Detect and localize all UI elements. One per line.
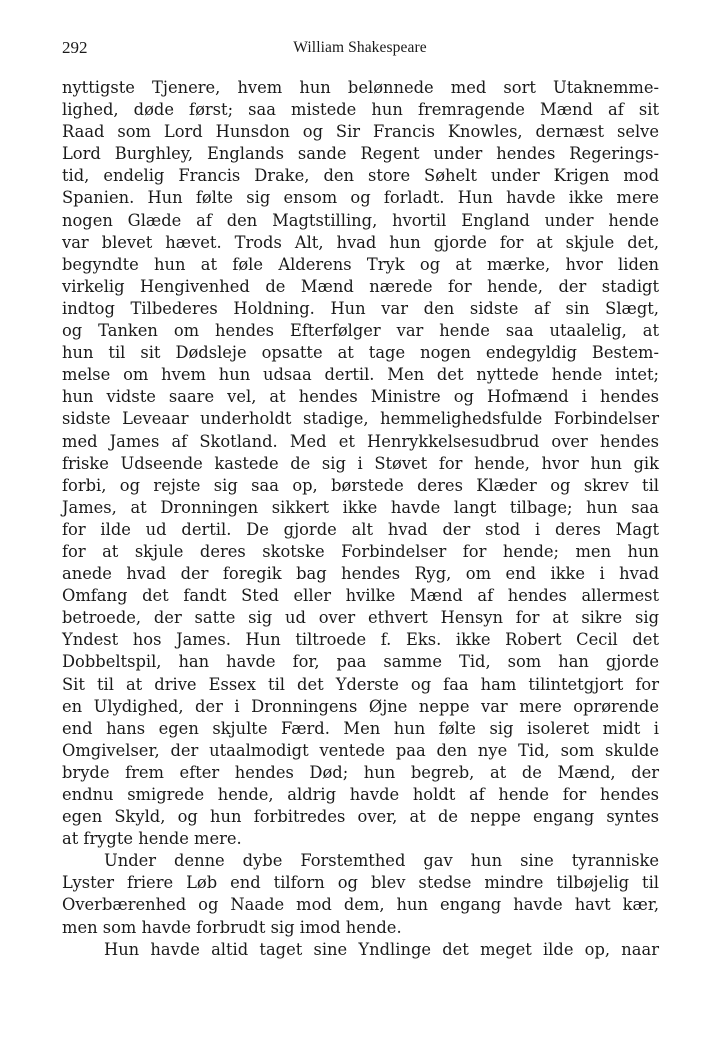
body-text — [62, 77, 659, 961]
text-line: bryde frem efter hendes Død; hun begreb, at de Mænd, der — [62, 762, 659, 782]
text-line: med James af Skotland. Med et Henrykkelsesudbrud over hendes — [62, 431, 659, 451]
text-line: sidste Leveaar underholdt stadige, hemmelighedsfulde Forbindelser — [62, 409, 659, 429]
paragraph-end-line: at frygte hende mere. — [62, 829, 242, 849]
text-line: melse om hvem hun udsaa dertil. Men det nyttede hende intet; — [62, 365, 659, 385]
text-line: nogen Glæde af den Magtstilling, hvortil England under hende — [62, 210, 659, 230]
text-line: Yndest hos James. Hun tiltroede f. Eks. ikke Robert Cecil det — [62, 630, 659, 650]
text-line: begyndte hun at føle Alderens Tryk og at mærke, hvor liden — [62, 254, 659, 274]
text-line: forbi, og rejste sig saa op, børstede deres Klæder og skrev til — [62, 475, 659, 495]
text-line: Omgivelser, der utaalmodigt ventede paa den nye Tid, som skulde — [62, 740, 659, 760]
text-line: Sit til at drive Essex til det Yderste og faa ham tilintetgjort for — [62, 674, 659, 694]
text-line: hun vidste saare vel, at hendes Ministre og Hofmænd i hendes — [62, 387, 659, 407]
page-header — [62, 38, 658, 62]
text-line: Lord Burghley, Englands sande Regent under hendes Regerings- — [62, 144, 659, 164]
text-line: tid, endelig Francis Drake, den store Søhelt under Krigen mod — [62, 166, 659, 186]
text-line: Overbærenhed og Naade mod dem, hun engang havde havt kær, — [62, 895, 659, 915]
text-line: anede hvad der foregik bag hendes Ryg, om end ikke i hvad — [62, 564, 659, 584]
text-line: betroede, der satte sig ud over ethvert Hensyn for at sikre sig — [62, 608, 659, 628]
paragraph-end-line: men som havde forbrudt sig imod hende. — [62, 917, 402, 937]
text-line: Spanien. Hun følte sig ensom og forladt. Hun havde ikke mere — [62, 188, 659, 208]
text-line: egen Skyld, og hun forbitredes over, at de neppe engang syntes — [62, 807, 659, 827]
text-line: for ilde ud dertil. De gjorde alt hvad der stod i deres Magt — [62, 519, 659, 539]
text-line: en Ulydighed, der i Dronningens Øjne neppe var mere oprørende — [62, 696, 659, 716]
text-line: lighed, døde først; saa mistede hun fremragende Mænd af sit — [62, 100, 659, 120]
text-line: indtog Tilbederes Holdning. Hun var den sidste af sin Slægt, — [62, 298, 659, 318]
text-line: endnu smigrede hende, aldrig havde holdt af hende for hendes — [62, 785, 659, 804]
text-line: Raad som Lord Hunsdon og Sir Francis Knowles, dernæst selve — [62, 122, 659, 142]
text-line: for at skjule deres skotske Forbindelser for hende; men hun — [62, 541, 659, 561]
text-line: Lyster friere Løb end tilforn og blev stedse mindre tilbøjelig til — [62, 873, 659, 893]
text-line: end hans egen skjulte Færd. Men hun følte sig isoleret midt i — [62, 718, 659, 738]
text-line: hun til sit Dødsleje opsatte at tage nogen endegyldig Bestem- — [62, 343, 659, 363]
text-line: var blevet hævet. Trods Alt, hvad hun gjorde for at skjule det, — [62, 232, 659, 252]
text-line: friske Udseende kastede de sig i Støvet for hende, hvor hun gik — [62, 453, 659, 473]
text-line: Omfang det fandt Sted eller hvilke Mænd af hendes allermest — [62, 586, 659, 606]
page-number: 292 — [62, 38, 88, 57]
text-line: James, at Dronningen sikkert ikke havde langt tilbage; hun saa — [62, 497, 659, 517]
text-line: Dobbeltspil, han havde for, paa samme Tid, som han gjorde — [62, 652, 659, 672]
running-head: William Shakespeare — [293, 39, 427, 56]
text-line: og Tanken om hendes Efterfølger var hende saa utaalelig, at — [62, 321, 659, 341]
text-line: nyttigste Tjenere, hvem hun belønnede med sort Utaknemme- — [62, 78, 659, 97]
paragraph-start-line: Under denne dybe Forstemthed gav hun sine tyranniske — [104, 851, 659, 871]
text-line: virkelig Hengivenhed de Mænd nærede for hende, der stadigt — [62, 276, 659, 296]
paragraph-start-line: Hun havde altid taget sine Yndlinge det meget ilde op, naar — [104, 939, 659, 959]
